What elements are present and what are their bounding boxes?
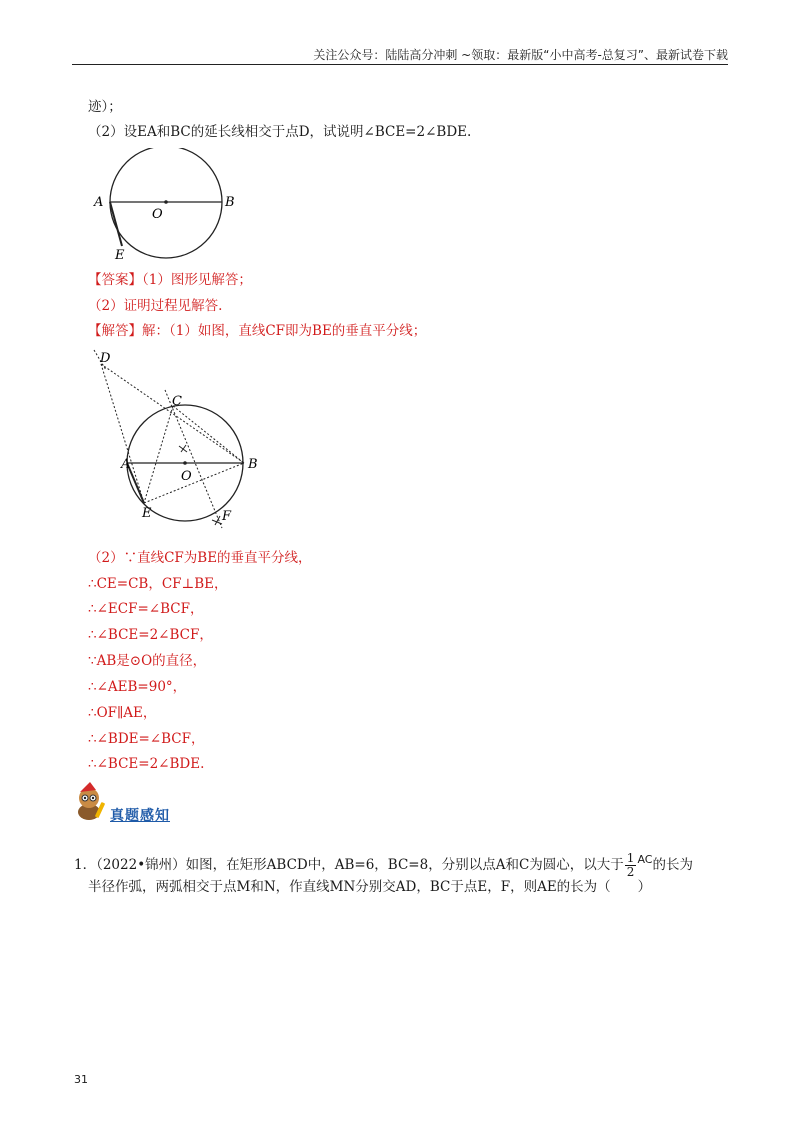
- answer-line-1: 【答案】（1）图形见解答；: [88, 272, 252, 288]
- label-e: E: [115, 248, 125, 263]
- center-point: [164, 200, 168, 204]
- label-o: O: [152, 207, 163, 222]
- proof-line-1: （2）∵直线CF为BE的垂直平分线，: [88, 550, 312, 566]
- fraction-numerator: 1: [626, 851, 635, 865]
- label-f: F: [222, 509, 232, 524]
- proof-line-8: ∴∠BDE=∠BCF，: [88, 731, 205, 747]
- top-text-line-1: 迹）；: [88, 99, 122, 115]
- answer-line-3: 【解答】解：（1）如图，直线CF即为BE的垂直平分线；: [88, 323, 427, 339]
- question-line-1: [74, 851, 693, 879]
- question-text-part1: 1．（2022•锦州）如图，在矩形ABCD中，AB=6，BC=8，分别以点A和C为圆心，以大于: [74, 857, 624, 873]
- proof-line-3: ∴∠ECF=∠BCF，: [88, 601, 204, 617]
- question-text-part2: 的长为: [652, 857, 693, 873]
- proof-line-6: ∴∠AEB=90°，: [88, 679, 187, 695]
- label-b-2: B: [248, 457, 258, 472]
- header-rule: [72, 64, 728, 65]
- proof-line-2: ∴CE=CB，CF⊥BE，: [88, 576, 228, 592]
- section-title: 真题感知: [110, 808, 170, 824]
- label-a-2: A: [121, 457, 131, 472]
- mascot-icon: [72, 782, 108, 822]
- segment-eb: [144, 463, 244, 503]
- top-text-line-2: （2）设EA和BC的延长线相交于点D，试说明∠BCE=2∠BDE.: [88, 124, 472, 140]
- segment-ce: [144, 406, 173, 503]
- line-de: [101, 364, 144, 503]
- question-line-2: 半径作弧，两弧相交于点M和N，作直线MN分别交AD，BC于点E，F，则AE的长为（ ）: [88, 879, 652, 895]
- label-a: A: [94, 195, 104, 210]
- fraction-half: [625, 852, 637, 879]
- figure-circle-2: [86, 344, 276, 536]
- proof-line-4: ∴∠BCE=2∠BCF，: [88, 627, 213, 643]
- line-db: [101, 364, 244, 463]
- page-header: 关注公众号：陆陆高分冲刺 ~领取：最新版“小中高考-总复习”、最新试卷下载: [313, 48, 728, 62]
- label-d: D: [100, 351, 111, 366]
- label-e-2: E: [142, 506, 152, 521]
- label-c: C: [172, 394, 182, 409]
- chord-ae: [110, 202, 122, 246]
- proof-line-5: ∵AB是⊙O的直径，: [88, 653, 207, 669]
- center-point-2: [183, 461, 187, 465]
- label-o-2: O: [181, 469, 192, 484]
- line-cf: [165, 390, 222, 528]
- proof-line-7: ∴OF∥AE，: [88, 705, 157, 721]
- fraction-denominator: 2: [626, 865, 635, 879]
- label-b: B: [225, 195, 235, 210]
- figure-circle-1: [88, 148, 248, 266]
- page-number: 31: [74, 1073, 88, 1086]
- proof-line-9: ∴∠BCE=2∠BDE.: [88, 756, 205, 772]
- fraction-ac: AC: [637, 853, 653, 866]
- answer-line-2: （2）证明过程见解答.: [88, 298, 223, 314]
